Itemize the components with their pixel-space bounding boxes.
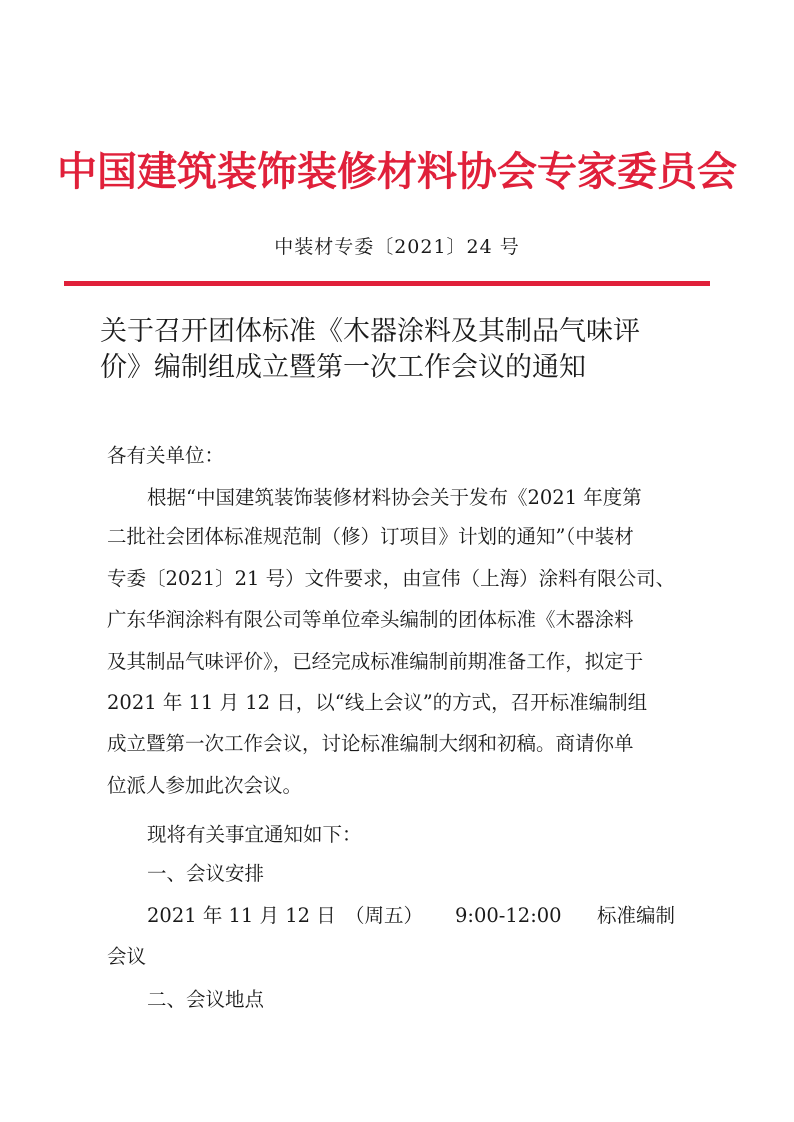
salutation: 各有关单位： [107,444,225,467]
header-divider [64,281,710,286]
notice-title-line: 价》编制组成立暨第一次工作会议的通知 [100,352,586,383]
notice-title [100,314,700,386]
section-heading: 一、会议安排 [147,862,265,885]
schedule-agenda: 标准编制 [597,904,676,927]
organization-header: 中国建筑装饰装修材料协会专家委员会 [57,149,737,195]
paragraph-line: 根据“中国建筑装饰装修材料协会关于发布《2021 年度第 [147,486,642,509]
schedule-weekday: （周五） [345,904,424,927]
intro-line: 现将有关事宜通知如下： [147,823,362,846]
paragraph-line: 位派人参加此次会议。 [107,774,303,797]
paragraph-line: 二批社会团体标准规范制（修）订项目》计划的通知”（中装材 [107,525,634,548]
paragraph-line: 广东华润涂料有限公司等单位牵头编制的团体标准《木器涂料 [107,608,634,631]
schedule-date: 2021 年 11 月 12 日 [147,904,336,927]
paragraph-line: 专委〔2021〕21 号）文件要求，由宣伟（上海）涂料有限公司、 [107,567,676,590]
paragraph-line: 成立暨第一次工作会议，讨论标准编制大纲和初稿。商请你单 [107,732,634,755]
paragraph-line: 及其制品气味评价》，已经完成标准编制前期准备工作，拟定于 [107,650,644,673]
paragraph-line: 2021 年 11 月 12 日，以“线上会议”的方式，召开标准编制组 [107,691,648,714]
document-number: 中装材专委〔2021〕24 号 [274,236,520,258]
section-heading: 二、会议地点 [147,988,265,1011]
notice-title-line: 关于召开团体标准《木器涂料及其制品气味评 [100,316,640,347]
schedule-agenda: 会议 [107,945,147,968]
schedule-time: 9:00-12:00 [455,904,562,927]
